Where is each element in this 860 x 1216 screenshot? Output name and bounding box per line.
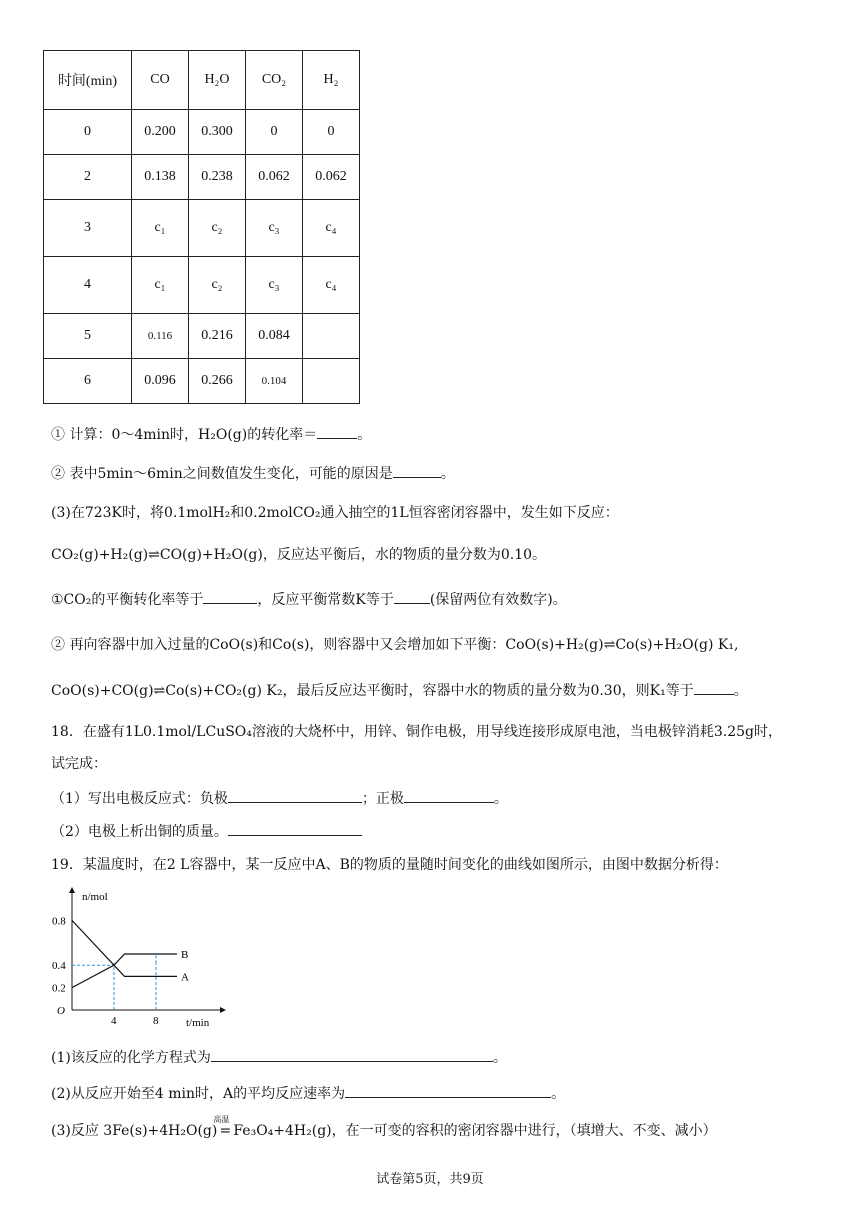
amount-time-chart <box>50 880 230 1030</box>
table-cell: 0.138 <box>132 155 189 200</box>
x-tick-label: 4 <box>111 1015 117 1027</box>
table-cell <box>303 314 360 359</box>
question-line: ①CO₂的平衡转化率等于 ，反应平衡常数K等于 (保留两位有效数字)。 <box>51 592 567 608</box>
answer-blank[interactable] <box>317 426 357 439</box>
answer-blank[interactable] <box>228 790 362 803</box>
table-cell: 0.238 <box>189 155 246 200</box>
question-line: (3)在723K时，将0.1molH₂和0.2molCO₂通入抽空的1L恒容密闭容器中，发生如下反应： <box>51 505 619 521</box>
question-line: 试完成： <box>51 756 107 772</box>
table-row <box>44 110 360 155</box>
table-row <box>44 314 360 359</box>
table-cell: 0.266 <box>189 359 246 404</box>
series-label-b: B <box>181 949 189 961</box>
table-cell: 5 <box>44 314 132 359</box>
y-tick-label: 0.2 <box>52 982 66 995</box>
equation-line: CO₂(g)+H₂(g)⇌CO(g)+H₂O(g)，反应达平衡后，水的物质的量分数为0.10。 <box>51 547 547 563</box>
table-cell: 2 <box>44 155 132 200</box>
table-cell: c₃ <box>246 257 303 314</box>
table-header: H₂O <box>189 51 246 110</box>
question-line: CoO(s)+CO(g)⇌Co(s)+CO₂(g) K₂，最后反应达平衡时，容器中水的物质的量分数为0.30，则K₁等于 。 <box>51 683 748 699</box>
table-cell: 0.200 <box>132 110 189 155</box>
table-header: CO <box>132 51 189 110</box>
table-header-row <box>44 51 360 110</box>
question-line: （1）写出电极反应式：负极 ；正极 。 <box>51 791 508 807</box>
y-tick-label: 0.8 <box>52 915 66 928</box>
table-cell: 0.062 <box>246 155 303 200</box>
table-header: H₂ <box>303 51 360 110</box>
series-line-a <box>72 920 177 976</box>
answer-blank[interactable] <box>211 1049 493 1062</box>
table-cell: 0 <box>246 110 303 155</box>
answer-blank[interactable] <box>404 790 494 803</box>
y-axis-label: n/mol <box>82 891 108 903</box>
y-tick-label: 0.4 <box>52 960 66 973</box>
question-line: (1)该反应的化学方程式为 。 <box>51 1050 507 1066</box>
table-cell: 3 <box>44 200 132 257</box>
table-cell: 0.096 <box>132 359 189 404</box>
table-row <box>44 257 360 314</box>
table-cell: 0.062 <box>303 155 360 200</box>
table-header: CO₂ <box>246 51 303 110</box>
table-header: 时间(min) <box>44 51 132 110</box>
table-cell: c₄ <box>303 200 360 257</box>
question-line: (3)反应 3Fe(s)+4H₂O(g) 高温 = Fe₃O₄+4H₂(g)，在一可变的容积的密闭容器中进行，（填增大、不变、减小） <box>51 1115 717 1139</box>
table-cell: 6 <box>44 359 132 404</box>
answer-blank[interactable] <box>228 823 362 836</box>
table-cell: 0.084 <box>246 314 303 359</box>
question-line: （2）电极上析出铜的质量。 <box>51 821 362 841</box>
table-row <box>44 359 360 404</box>
page-footer: 试卷第5页，共9页 <box>376 1172 484 1187</box>
series-line-b <box>72 954 177 988</box>
table-cell: 0.300 <box>189 110 246 155</box>
concentration-table <box>43 50 360 404</box>
table-cell: 0.216 <box>189 314 246 359</box>
guide-lines <box>72 954 156 1010</box>
table-cell: c₃ <box>246 200 303 257</box>
table-cell: 4 <box>44 257 132 314</box>
table-cell: 0 <box>303 110 360 155</box>
origin-label: O <box>57 1005 65 1017</box>
table-cell: c₄ <box>303 257 360 314</box>
question-line: ② 再向容器中加入过量的CoO(s)和Co(s)，则容器中又会增加如下平衡：CoO(s)+H₂(g)⇌Co(s)+H₂O(g) K₁, <box>51 637 739 653</box>
table-row <box>44 200 360 257</box>
table-cell: 0.104 <box>246 359 303 404</box>
answer-blank[interactable] <box>345 1085 551 1098</box>
table-cell: 0 <box>44 110 132 155</box>
table-row <box>44 155 360 200</box>
table-cell: c₂ <box>189 200 246 257</box>
table-cell: c₂ <box>189 257 246 314</box>
question-line: 18．在盛有1L0.1mol/LCuSO₄溶液的大烧杯中，用锌、铜作电极，用导线连接形成原电池，当电极锌消耗3.25g时， <box>51 724 783 740</box>
series-label-a: A <box>181 971 189 984</box>
question-line: ② 表中5min～6min之间数值发生变化，可能的原因是 。 <box>51 466 455 482</box>
table-cell <box>303 359 360 404</box>
answer-blank[interactable] <box>394 591 430 604</box>
x-tick-label: 8 <box>153 1015 159 1027</box>
answer-blank[interactable] <box>694 682 734 695</box>
series-lines <box>72 920 189 987</box>
table-cell: c₁ <box>132 257 189 314</box>
reaction-condition: 高温 = <box>213 1115 232 1139</box>
answer-blank[interactable] <box>393 465 441 478</box>
table-cell: 0.116 <box>132 314 189 359</box>
question-line: (2)从反应开始至4 min时，A的平均反应速率为 。 <box>51 1086 566 1102</box>
table-cell: c₁ <box>132 200 189 257</box>
x-axis-label: t/min <box>186 1017 210 1029</box>
answer-blank[interactable] <box>203 591 257 604</box>
question-line: ① 计算：0～4min时，H₂O(g)的转化率＝ 。 <box>51 427 372 443</box>
question-line: 19．某温度时，在2 L容器中，某一反应中A、B的物质的量随时间变化的曲线如图所示，由图中数据分析得： <box>51 857 728 873</box>
